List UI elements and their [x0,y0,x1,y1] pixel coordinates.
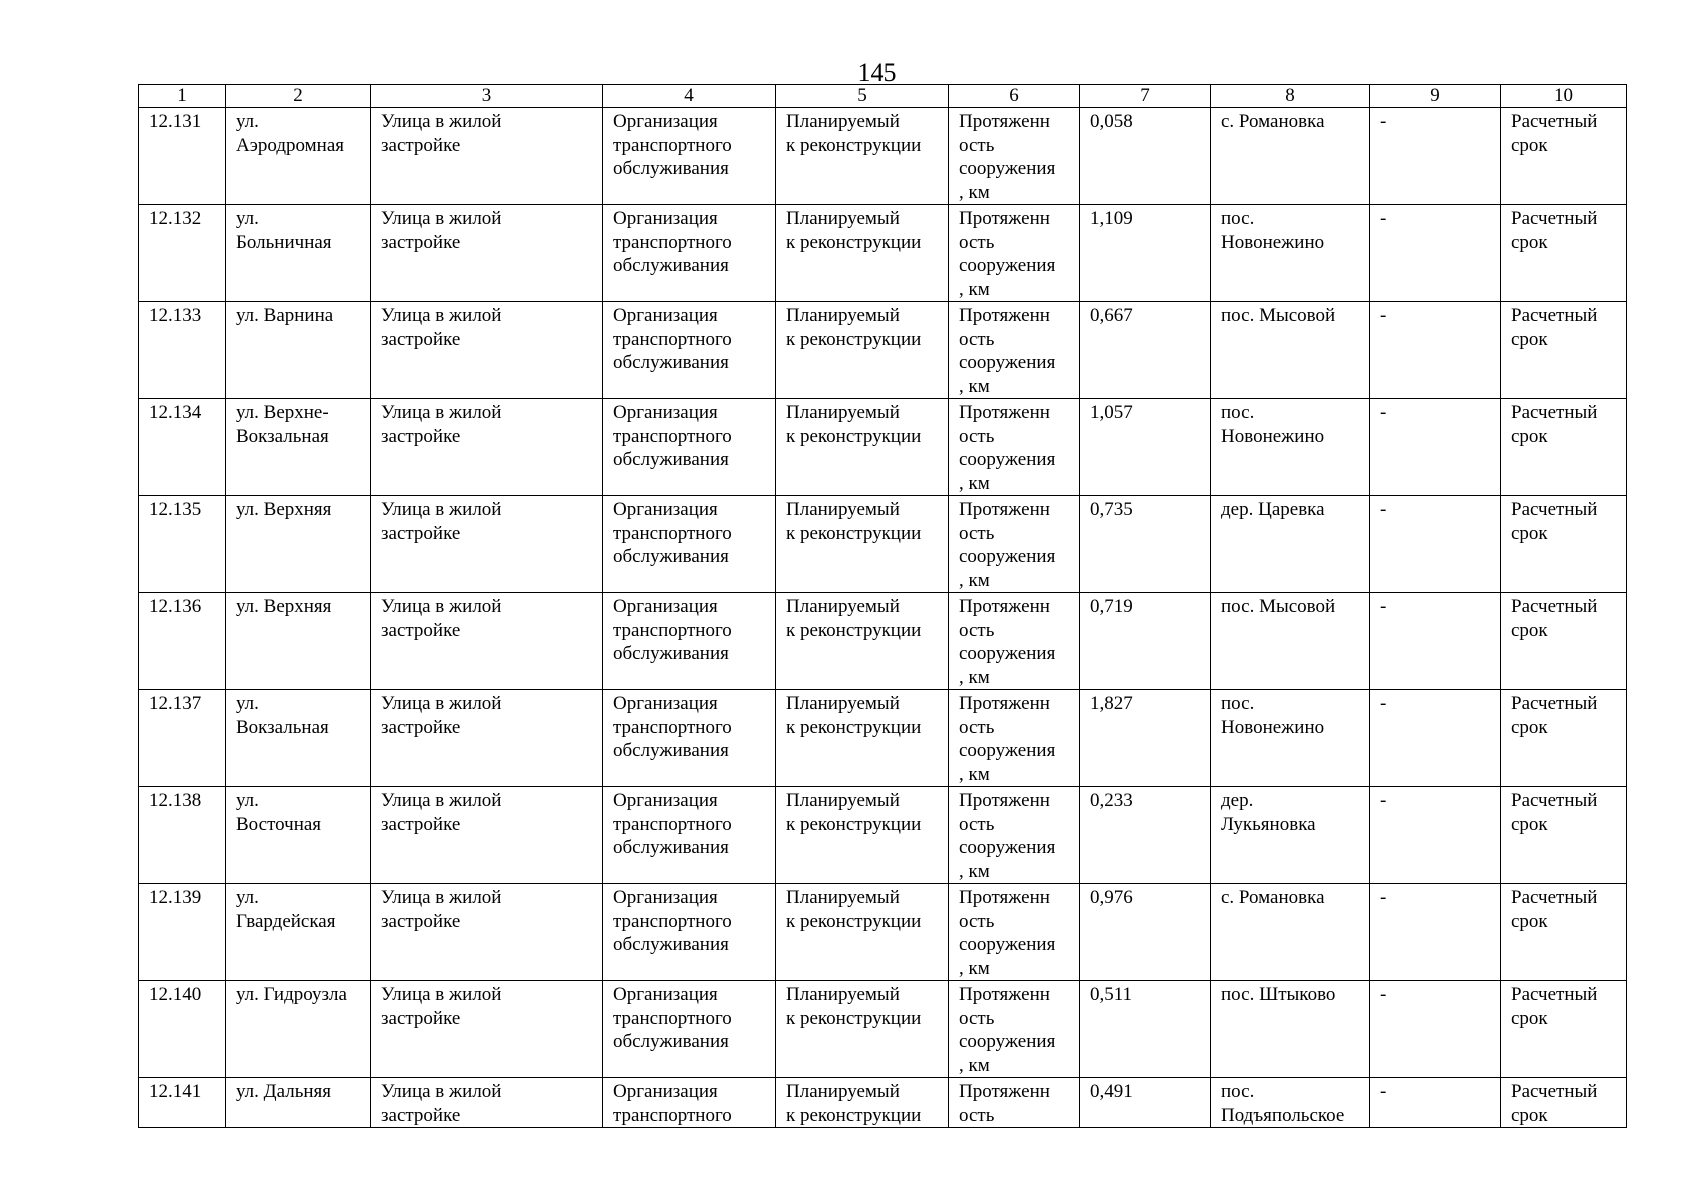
cell-purpose [603,496,776,593]
status-text: Планируемый к реконструкции [786,305,922,350]
column-header: 1 [139,85,226,108]
cell-term [1501,981,1627,1078]
cell-settlement [1211,399,1370,496]
cell-settlement [1211,787,1370,884]
cell-length-value [1080,884,1211,981]
term-text: Расчетный срок [1511,693,1598,738]
length-value-text: 0,233 [1090,790,1133,811]
table-row [139,981,1627,1078]
column-header: 3 [371,85,603,108]
cell-purpose [603,593,776,690]
parameter-text: Протяженн ость сооружения , км [959,305,1056,397]
column-9-value-text: - [1380,984,1387,1005]
column-header: 2 [226,85,371,108]
purpose-text: Организация транспортного обслуживания [613,596,732,664]
row-number-text: 12.139 [149,887,202,908]
status-text: Планируемый к реконструкции [786,111,922,156]
settlement-text: пос. Новонежино [1221,208,1325,253]
cell-street-type [371,302,603,399]
cell-status [776,302,949,399]
cell-street-name [226,399,371,496]
row-number-text: 12.138 [149,790,202,811]
cell-street-type [371,496,603,593]
street-type-text: Улица в жилой застройке [381,984,502,1029]
cell-purpose [603,399,776,496]
settlement-text: пос. Мысовой [1221,596,1336,617]
cell-street-name [226,884,371,981]
cell-column-9-value [1370,108,1501,205]
length-value-text: 0,976 [1090,887,1133,908]
purpose-text: Организация транспортного обслуживания [613,984,732,1052]
column-9-value-text: - [1380,402,1387,423]
cell-purpose [603,981,776,1078]
cell-purpose [603,302,776,399]
purpose-text: Организация транспортного обслуживания [613,693,732,761]
cell-length-value [1080,787,1211,884]
cell-street-name [226,1078,371,1128]
term-text: Расчетный срок [1511,790,1598,835]
cell-street-name [226,205,371,302]
cell-street-type [371,205,603,302]
street-type-text: Улица в жилой застройке [381,1081,502,1126]
cell-row-number [139,884,226,981]
purpose-text: Организация транспортного обслуживания [613,790,732,858]
cell-row-number [139,981,226,1078]
streets-table [138,84,1627,1128]
cell-street-type [371,884,603,981]
cell-column-9-value [1370,787,1501,884]
column-9-value-text: - [1380,499,1387,520]
length-value-text: 0,511 [1090,984,1133,1005]
column-number-header-row [139,85,1627,108]
column-header: 8 [1211,85,1370,108]
street-name-text: ул. Верхне- Вокзальная [236,402,329,447]
cell-settlement [1211,690,1370,787]
cell-term [1501,205,1627,302]
cell-status [776,1078,949,1128]
purpose-text: Организация транспортного обслуживания [613,402,732,470]
settlement-text: дер. Царевка [1221,499,1325,520]
cell-settlement [1211,205,1370,302]
street-name-text: ул. Дальняя [236,1081,331,1102]
settlement-text: с. Романовка [1221,887,1325,908]
parameter-text: Протяженн ость сооружения , км [959,693,1056,785]
row-number-text: 12.134 [149,402,202,423]
street-type-text: Улица в жилой застройке [381,499,502,544]
cell-street-name [226,496,371,593]
street-type-text: Улица в жилой застройке [381,111,502,156]
table-row [139,399,1627,496]
cell-status [776,593,949,690]
column-9-value-text: - [1380,887,1387,908]
term-text: Расчетный срок [1511,1081,1598,1126]
cell-length-value [1080,108,1211,205]
cell-street-type [371,1078,603,1128]
length-value-text: 1,827 [1090,693,1133,714]
street-name-text: ул. Гвардейская [236,887,336,932]
cell-status [776,496,949,593]
table-row [139,593,1627,690]
row-number-text: 12.137 [149,693,202,714]
cell-street-name [226,302,371,399]
cell-street-name [226,981,371,1078]
cell-term [1501,593,1627,690]
cell-row-number [139,1078,226,1128]
term-text: Расчетный срок [1511,596,1598,641]
cell-settlement [1211,302,1370,399]
cell-row-number [139,108,226,205]
cell-parameter [949,496,1080,593]
cell-status [776,205,949,302]
cell-settlement [1211,884,1370,981]
parameter-text: Протяженн ость сооружения , км [959,790,1056,882]
cell-parameter [949,1078,1080,1128]
cell-term [1501,108,1627,205]
row-number-text: 12.136 [149,596,202,617]
length-value-text: 0,058 [1090,111,1133,132]
cell-parameter [949,302,1080,399]
cell-row-number [139,593,226,690]
status-text: Планируемый к реконструкции [786,208,922,253]
table-row [139,302,1627,399]
cell-parameter [949,884,1080,981]
street-type-text: Улица в жилой застройке [381,402,502,447]
column-9-value-text: - [1380,596,1387,617]
purpose-text: Организация транспортного обслуживания [613,208,732,276]
column-header: 6 [949,85,1080,108]
street-type-text: Улица в жилой застройке [381,208,502,253]
purpose-text: Организация транспортного обслуживания [613,305,732,373]
cell-status [776,884,949,981]
cell-street-name [226,787,371,884]
status-text: Планируемый к реконструкции [786,887,922,932]
street-name-text: ул. Больничная [236,208,332,253]
column-9-value-text: - [1380,305,1387,326]
street-type-text: Улица в жилой застройке [381,305,502,350]
status-text: Планируемый к реконструкции [786,499,922,544]
cell-status [776,399,949,496]
cell-length-value [1080,593,1211,690]
status-text: Планируемый к реконструкции [786,693,922,738]
settlement-text: пос. Мысовой [1221,305,1336,326]
parameter-text: Протяженн ость [959,1081,1050,1126]
cell-street-name [226,690,371,787]
term-text: Расчетный срок [1511,499,1598,544]
street-name-text: ул. Верхняя [236,499,332,520]
table-row [139,496,1627,593]
cell-term [1501,399,1627,496]
cell-purpose [603,205,776,302]
term-text: Расчетный срок [1511,111,1598,156]
term-text: Расчетный срок [1511,887,1598,932]
cell-status [776,108,949,205]
status-text: Планируемый к реконструкции [786,1081,922,1126]
table-row [139,690,1627,787]
cell-term [1501,690,1627,787]
length-value-text: 0,719 [1090,596,1133,617]
column-9-value-text: - [1380,790,1387,811]
cell-parameter [949,981,1080,1078]
cell-column-9-value [1370,690,1501,787]
purpose-text: Организация транспортного обслуживания [613,111,732,179]
term-text: Расчетный срок [1511,402,1598,447]
street-type-text: Улица в жилой застройке [381,596,502,641]
parameter-text: Протяженн ость сооружения , км [959,208,1056,300]
cell-status [776,981,949,1078]
cell-length-value [1080,302,1211,399]
row-number-text: 12.133 [149,305,202,326]
cell-row-number [139,496,226,593]
cell-street-name [226,108,371,205]
cell-street-type [371,690,603,787]
settlement-text: дер. Лукьяновка [1221,790,1316,835]
cell-length-value [1080,981,1211,1078]
term-text: Расчетный срок [1511,305,1598,350]
cell-column-9-value [1370,981,1501,1078]
cell-settlement [1211,496,1370,593]
cell-street-type [371,787,603,884]
cell-settlement [1211,108,1370,205]
table-row [139,787,1627,884]
column-header: 9 [1370,85,1501,108]
column-9-value-text: - [1380,1081,1387,1102]
row-number-text: 12.131 [149,111,202,132]
cell-purpose [603,1078,776,1128]
cell-purpose [603,108,776,205]
street-type-text: Улица в жилой застройке [381,887,502,932]
status-text: Планируемый к реконструкции [786,402,922,447]
cell-length-value [1080,496,1211,593]
cell-street-type [371,108,603,205]
table-row [139,205,1627,302]
cell-column-9-value [1370,205,1501,302]
cell-parameter [949,205,1080,302]
cell-parameter [949,108,1080,205]
settlement-text: пос. Новонежино [1221,402,1325,447]
parameter-text: Протяженн ость сооружения , км [959,402,1056,494]
cell-row-number [139,690,226,787]
status-text: Планируемый к реконструкции [786,790,922,835]
settlement-text: пос. Новонежино [1221,693,1325,738]
cell-length-value [1080,690,1211,787]
street-name-text: ул. Вокзальная [236,693,329,738]
cell-street-name [226,593,371,690]
cell-row-number [139,399,226,496]
row-number-text: 12.135 [149,499,202,520]
status-text: Планируемый к реконструкции [786,984,922,1029]
street-name-text: ул. Аэродромная [236,111,344,156]
table-row [139,1078,1627,1128]
cell-column-9-value [1370,884,1501,981]
row-number-text: 12.140 [149,984,202,1005]
column-9-value-text: - [1380,208,1387,229]
cell-column-9-value [1370,302,1501,399]
cell-term [1501,496,1627,593]
cell-street-type [371,399,603,496]
table-row [139,108,1627,205]
cell-row-number [139,302,226,399]
column-header: 7 [1080,85,1211,108]
cell-settlement [1211,981,1370,1078]
parameter-text: Протяженн ость сооружения , км [959,499,1056,591]
length-value-text: 0,491 [1090,1081,1133,1102]
length-value-text: 1,109 [1090,208,1133,229]
term-text: Расчетный срок [1511,208,1598,253]
page-number: 145 [857,58,897,87]
cell-term [1501,884,1627,981]
cell-column-9-value [1370,1078,1501,1128]
cell-column-9-value [1370,593,1501,690]
street-name-text: ул. Варнина [236,305,334,326]
parameter-text: Протяженн ость сооружения , км [959,111,1056,203]
cell-parameter [949,593,1080,690]
column-header: 5 [776,85,949,108]
cell-purpose [603,884,776,981]
cell-column-9-value [1370,399,1501,496]
column-header: 10 [1501,85,1627,108]
column-header: 4 [603,85,776,108]
settlement-text: с. Романовка [1221,111,1325,132]
parameter-text: Протяженн ость сооружения , км [959,984,1056,1076]
cell-row-number [139,787,226,884]
cell-term [1501,1078,1627,1128]
street-name-text: ул. Верхняя [236,596,332,617]
cell-column-9-value [1370,496,1501,593]
settlement-text: пос. Штыково [1221,984,1336,1005]
street-type-text: Улица в жилой застройке [381,693,502,738]
cell-row-number [139,205,226,302]
length-value-text: 0,735 [1090,499,1133,520]
street-name-text: ул. Гидроузла [236,984,347,1005]
street-name-text: ул. Восточная [236,790,322,835]
row-number-text: 12.141 [149,1081,202,1102]
cell-status [776,787,949,884]
purpose-text: Организация транспортного [613,1081,732,1126]
cell-parameter [949,690,1080,787]
cell-status [776,690,949,787]
cell-street-type [371,593,603,690]
cell-term [1501,787,1627,884]
cell-settlement [1211,593,1370,690]
purpose-text: Организация транспортного обслуживания [613,887,732,955]
cell-street-type [371,981,603,1078]
length-value-text: 0,667 [1090,305,1133,326]
cell-settlement [1211,1078,1370,1128]
status-text: Планируемый к реконструкции [786,596,922,641]
term-text: Расчетный срок [1511,984,1598,1029]
length-value-text: 1,057 [1090,402,1133,423]
purpose-text: Организация транспортного обслуживания [613,499,732,567]
parameter-text: Протяженн ость сооружения , км [959,596,1056,688]
street-type-text: Улица в жилой застройке [381,790,502,835]
cell-parameter [949,399,1080,496]
parameter-text: Протяженн ость сооружения , км [959,887,1056,979]
cell-term [1501,302,1627,399]
column-9-value-text: - [1380,693,1387,714]
cell-purpose [603,787,776,884]
table-row [139,884,1627,981]
cell-purpose [603,690,776,787]
settlement-text: пос. Подъяпольское [1221,1081,1345,1126]
row-number-text: 12.132 [149,208,202,229]
cell-length-value [1080,205,1211,302]
column-9-value-text: - [1380,111,1387,132]
cell-parameter [949,787,1080,884]
cell-length-value [1080,1078,1211,1128]
cell-length-value [1080,399,1211,496]
